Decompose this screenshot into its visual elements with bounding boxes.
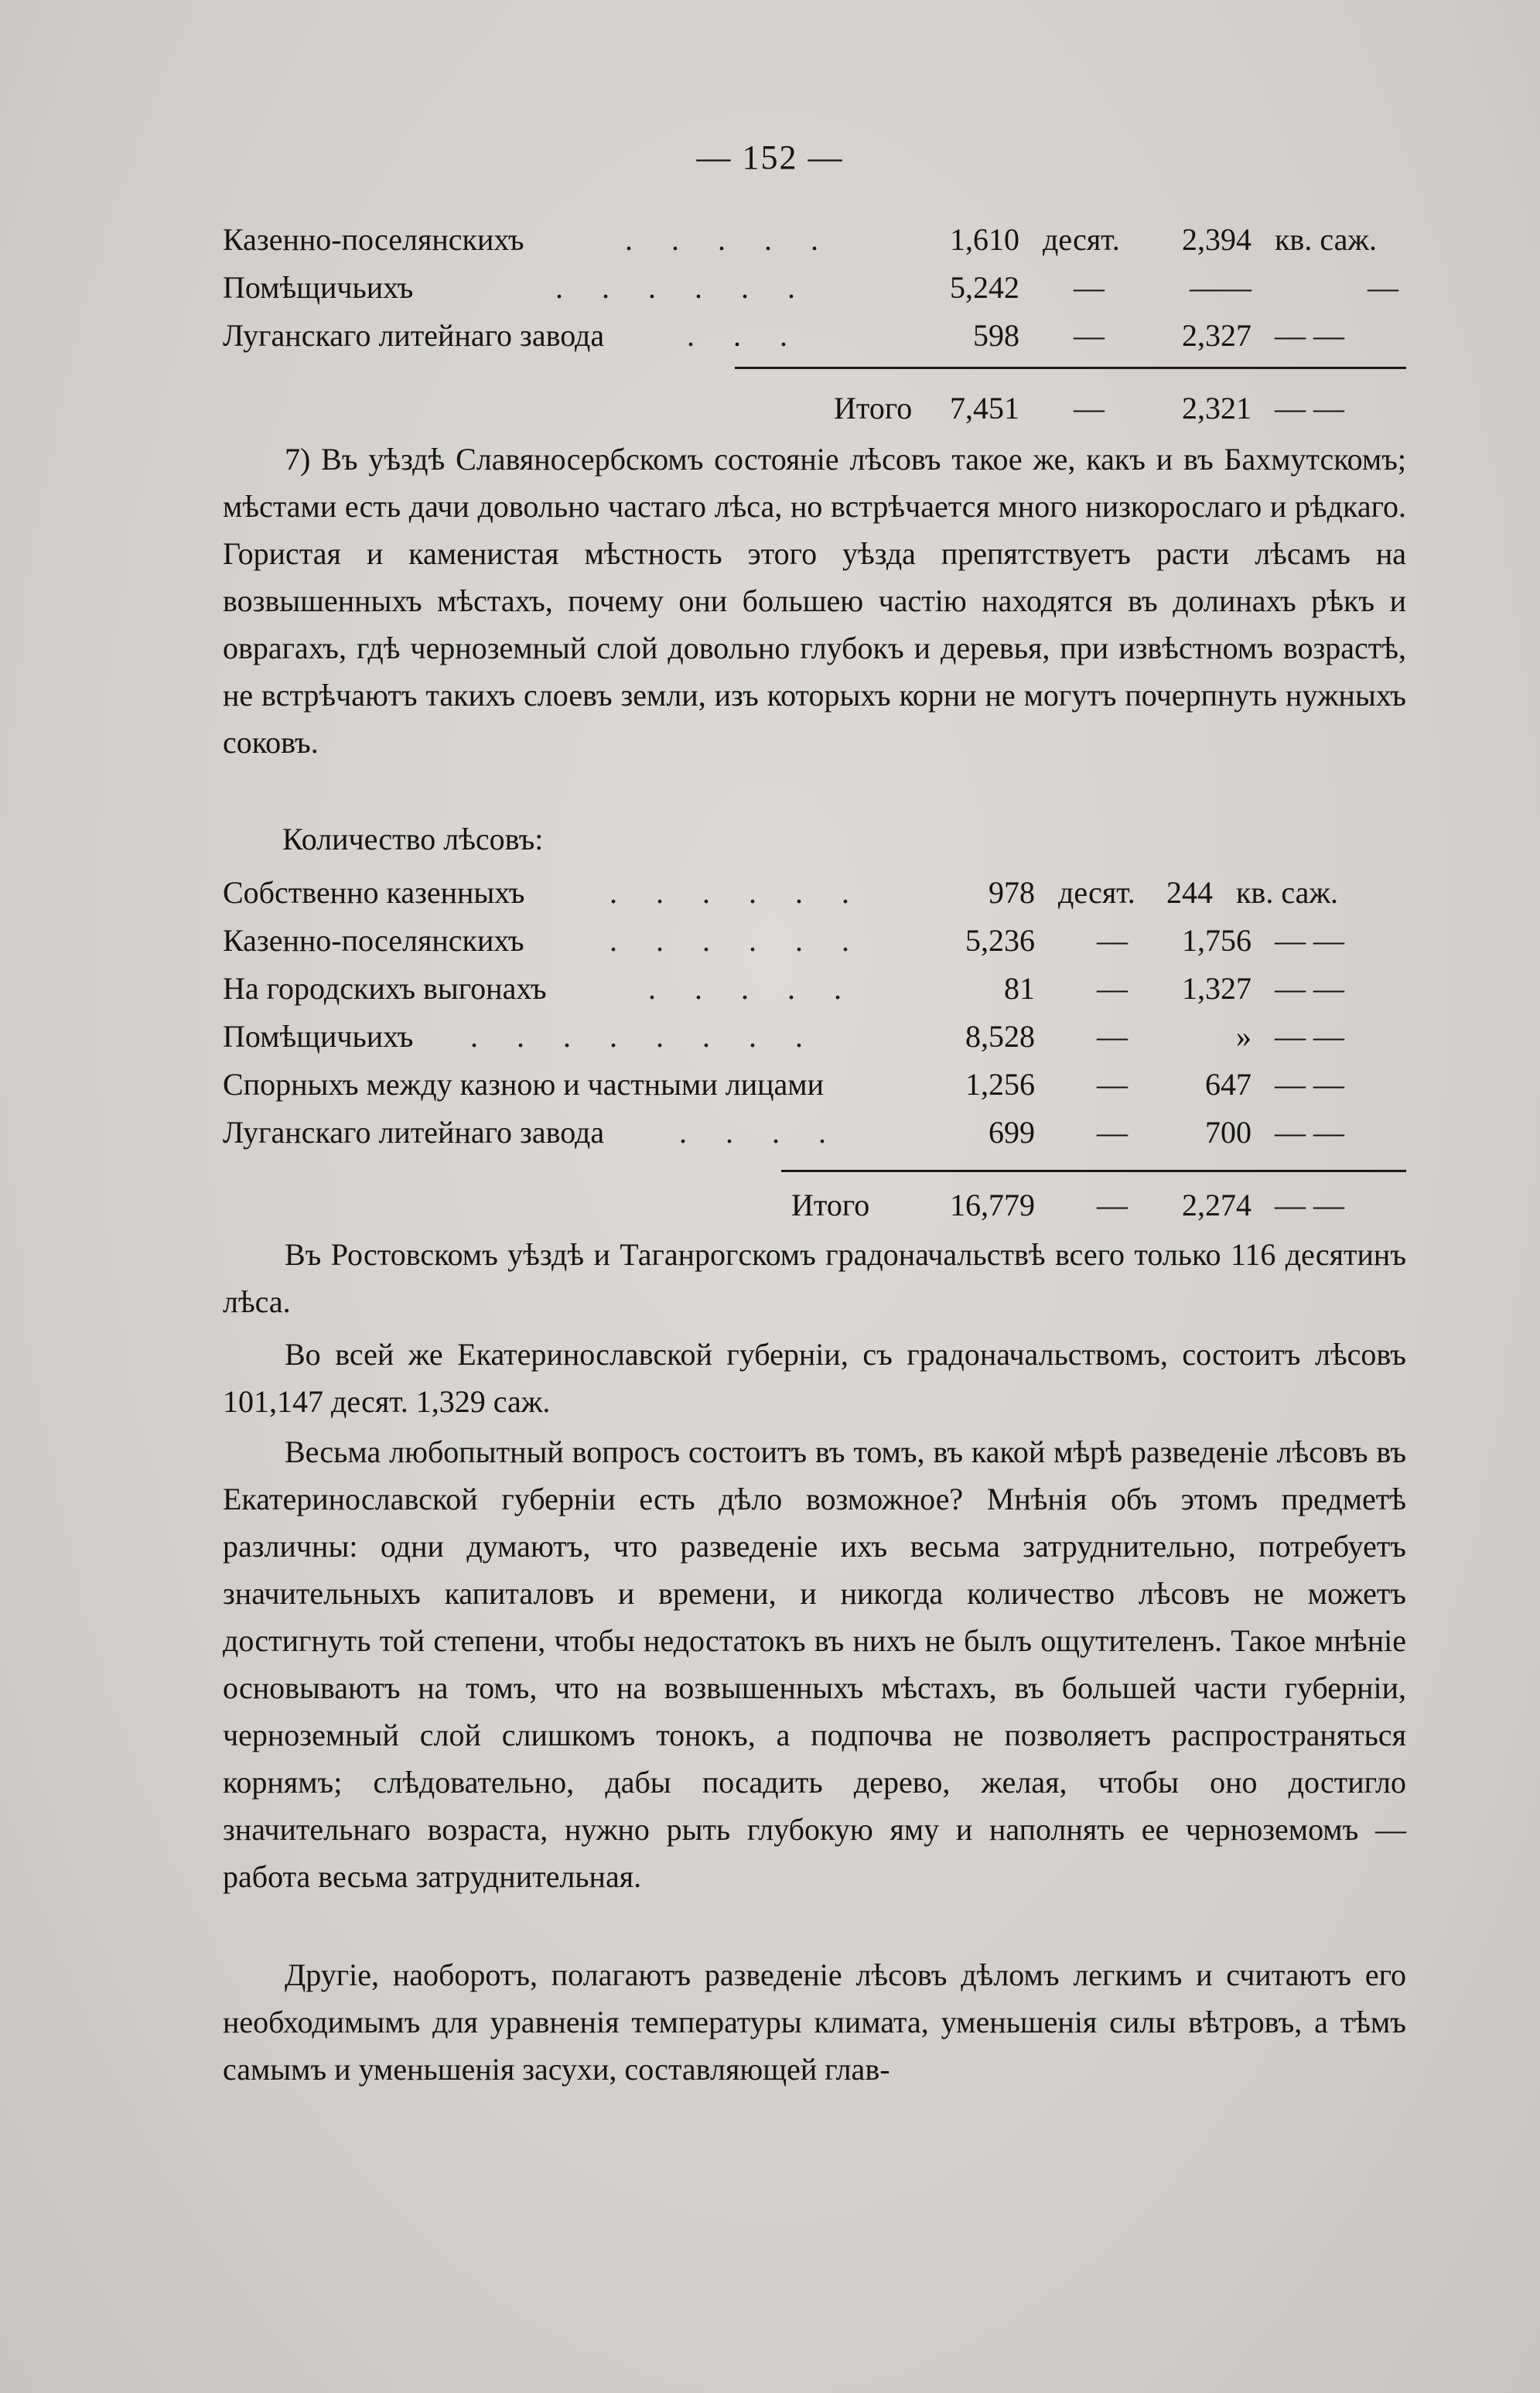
row-label: Собственно казенныхъ: [223, 875, 525, 910]
row-subvalue: 1,756: [1182, 923, 1251, 958]
row-subvalue: »: [1236, 1019, 1251, 1054]
row-unit2: — —: [1275, 923, 1344, 958]
row-value: 81: [1004, 971, 1035, 1006]
table1-total: [223, 385, 1406, 432]
table1-row: [223, 217, 1406, 263]
row-value: 978: [989, 875, 1035, 910]
row-unit: —: [1097, 1019, 1128, 1054]
row-unit2: — —: [1275, 1115, 1344, 1150]
row-label: Помѣщичьихъ: [223, 270, 414, 305]
row-unit: десят.: [1043, 222, 1120, 257]
row-label: На городскихъ выгонахъ: [223, 971, 547, 1006]
row-unit2: кв. саж.: [1236, 875, 1338, 910]
row-subvalue: 2,394: [1182, 222, 1251, 257]
row-unit: —: [1097, 923, 1128, 958]
row-unit: —: [1097, 1115, 1128, 1150]
table2-row: [223, 966, 1406, 1012]
table2-row: [223, 1109, 1406, 1156]
table2-heading: Количество лѣсовъ:: [282, 822, 544, 856]
total-value: 7,451: [950, 391, 1019, 426]
total-value: 16,779: [950, 1188, 1035, 1222]
total-subvalue: 2,321: [1182, 391, 1251, 426]
total-subvalue: 2,274: [1182, 1188, 1251, 1222]
row-subvalue: 700: [1205, 1115, 1251, 1150]
table2-row: [223, 870, 1406, 916]
row-value: 8,528: [965, 1019, 1035, 1054]
row-value: 1,610: [950, 222, 1019, 257]
total-label: Итого: [834, 391, 913, 426]
paragraph: Другіе, наоборотъ, полагаютъ разведеніе лѣсовъ дѣломъ легкимъ и считаютъ его необходимымъ для уравненія температуры климата, уменьшенія силы вѣтровъ, а тѣмъ самымъ и уменьшенія засухи, составляющей глав-: [223, 1957, 1406, 2087]
leader-dots: . . . . .: [625, 222, 834, 257]
row-subvalue: 244: [1166, 875, 1213, 910]
row-subvalue: 647: [1205, 1067, 1251, 1102]
row-value: 1,256: [965, 1067, 1035, 1102]
row-unit: —: [1074, 318, 1105, 353]
row-unit2: — —: [1275, 1067, 1344, 1102]
row-label: Спорныхъ между казною и частными лицами: [223, 1067, 825, 1102]
leader-dots: . . . .: [679, 1115, 842, 1150]
total-unit2: — —: [1275, 391, 1344, 426]
row-value: 699: [989, 1115, 1035, 1150]
total-unit: —: [1074, 391, 1105, 426]
row-value: 5,236: [965, 923, 1035, 958]
row-unit2: — —: [1275, 1019, 1344, 1054]
table2-row: [223, 1061, 1406, 1108]
row-unit: —: [1097, 971, 1128, 1006]
row-label: Луганскаго литейнаго завода: [223, 318, 605, 353]
row-label: Казенно-поселянскихъ: [223, 923, 524, 958]
total-unit: —: [1097, 1188, 1128, 1222]
leader-dots: . . .: [687, 318, 803, 353]
row-value: 598: [973, 318, 1019, 353]
table1-row: [223, 313, 1406, 359]
paragraph: Во всей же Екатеринославской губерніи, съ градоначальствомъ, состоитъ лѣсовъ 101,147 десят. 1,329 саж.: [223, 1337, 1406, 1419]
row-subvalue: ——: [1190, 270, 1251, 305]
paragraph: Весьма любопытный вопросъ состоитъ въ томъ, въ какой мѣрѣ разведеніе лѣсовъ въ Екатеринославской губерніи есть дѣло возможное? Мнѣнія объ этомъ предметѣ различны: одни думаютъ, что разведеніе ихъ весьма затруднительно, потребуетъ значительныхъ капиталовъ и времени, и никогда количество лѣсовъ не можетъ достигнуть той степени, чтобы недостатокъ въ нихъ не былъ ощутителенъ. Такое мнѣніе основываютъ на томъ, что на возвышенныхъ мѣстахъ, въ большей части губерніи, черноземный слой слишкомъ тонокъ, а подпочва не позволяетъ распространяться корнямъ; слѣдовательно, дабы посадить дерево, желая, чтобы оно достигло значительнаго возраста, нужно рыть глубокую яму и наполнять ее черноземомъ — работа весьма затруднительная.: [223, 1434, 1406, 1894]
row-value: 5,242: [950, 270, 1019, 305]
row-label: Помѣщичьихъ: [223, 1019, 414, 1054]
leader-dots: . . . . .: [648, 971, 857, 1006]
leader-dots: . . . . . .: [610, 875, 865, 910]
leader-dots: . . . . . . . .: [470, 1019, 818, 1054]
row-unit2: — —: [1275, 318, 1344, 353]
leader-dots: . . . . . .: [555, 270, 811, 305]
row-unit: —: [1097, 1067, 1128, 1102]
paragraph: 7) Въ уѣздѣ Славяносербскомъ состояніе лѣсовъ такое же, какъ и въ Бахмутскомъ; мѣстами есть дачи довольно частаго лѣса, но встрѣчается много низкорослаго и рѣдкаго. Гористая и каменистая мѣстность этого уѣзда препятствуетъ расти лѣсамъ на возвышенныхъ мѣстахъ, почему они большею частію находятся въ долинахъ рѣкъ и оврагахъ, гдѣ черноземный слой довольно глубокъ и деревья, при извѣстномъ возрастѣ, не встрѣчаютъ такихъ слоевъ земли, изъ которыхъ корни не могутъ почерпнуть нужныхъ соковъ.: [223, 442, 1406, 760]
row-label: Казенно-поселянскихъ: [223, 222, 524, 257]
row-unit2: —: [1368, 270, 1398, 305]
total-rule: [735, 367, 1406, 369]
table1-row: [223, 265, 1406, 311]
row-unit2: — —: [1275, 971, 1344, 1006]
leader-dots: . . . . . .: [610, 923, 865, 958]
table2-row: [223, 1014, 1406, 1060]
total-rule: [781, 1170, 1406, 1172]
table2-total: [223, 1182, 1406, 1229]
row-label: Луганскаго литейнаго завода: [223, 1115, 605, 1150]
total-label: Итого: [791, 1188, 870, 1222]
row-unit: —: [1074, 270, 1105, 305]
row-unit: десят.: [1058, 875, 1135, 910]
page-number: — 152 —: [696, 138, 844, 176]
row-subvalue: 2,327: [1182, 318, 1251, 353]
table2-row: [223, 918, 1406, 964]
paragraph: Въ Ростовскомъ уѣздѣ и Таганрогскомъ градоначальствѣ всего только 116 десятинъ лѣса.: [223, 1237, 1406, 1319]
total-unit2: — —: [1275, 1188, 1344, 1222]
row-unit2: кв. саж.: [1275, 222, 1377, 257]
row-subvalue: 1,327: [1182, 971, 1251, 1006]
